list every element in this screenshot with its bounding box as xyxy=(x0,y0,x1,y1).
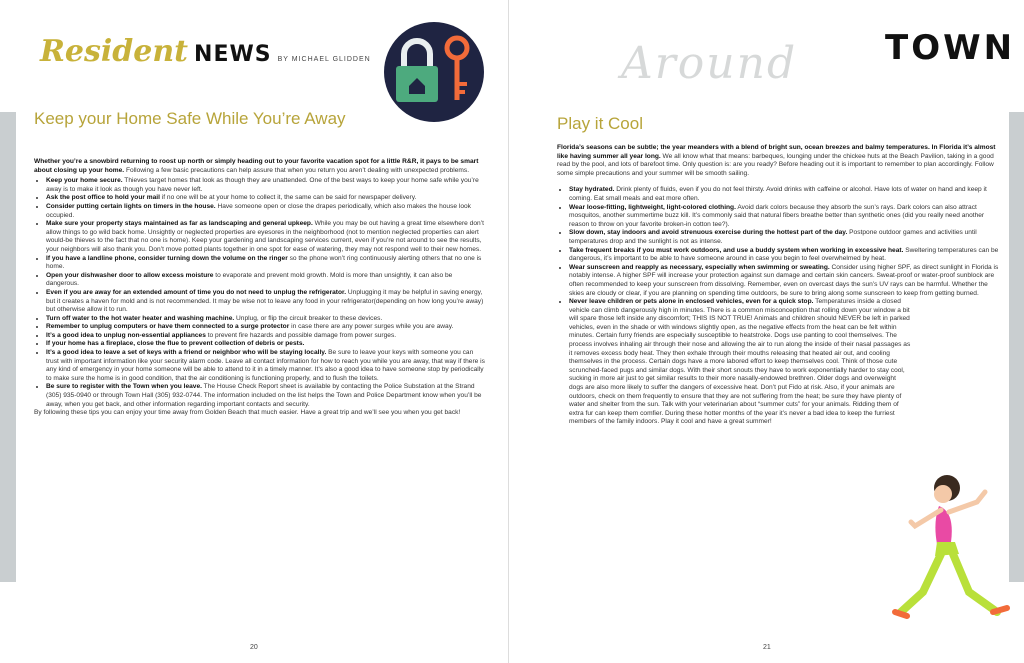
list-item: • Stay hydrated. Drink plenty of fluids, even if you do not feel thirsty. Avoid drinks with caffeine or alcohol. Have lots of water on hand and keep it coming. Eat small meals and eat more often. xyxy=(569,186,1003,203)
list-item: • Take frequent breaks if you must work outdoors, and use a buddy system when working in excessive heat. Sweltering temperatures can be dangerous, it’s important to be able to have someone around in case you begin to feel overwhelmed by heat. xyxy=(569,247,1003,264)
page-number-right: 21 xyxy=(763,644,771,651)
list-item: • Wear loose-fitting, lightweight, light-colored clothing. Avoid dark colors because they absorb the sun’s rays. Dark colors can also attract mosquitos, another summertime buzz kill. It’s commonly said that natural fibers breathe better than synthetic ones (did you really need another reason to throw on your favorite broken-in cotton tee?). xyxy=(569,204,1003,230)
left-intro xyxy=(34,158,486,175)
list-item: • Open your dishwasher door to allow excess moisture to evaporate and prevent mold growth. Mold is more than unsightly, it can also be dangerous. xyxy=(46,272,486,289)
left-tips-list xyxy=(34,177,486,409)
left-intro-rest: Following a few basic precautions can help assure that when you return you aren’t dealing with unexpected problems. xyxy=(124,166,470,174)
list-item: • Slow down, stay indoors and avoid strenuous exercise during the hottest part of the day. Postpone outdoor games and activities until temperatures drop and the sunlight is not as intense. xyxy=(569,229,1003,246)
list-item: • If you have a landline phone, consider turning down the volume on the ringer so the phone won’t ring continuously alerting others that no one is home. xyxy=(46,255,486,272)
right-intro-rest: We all know what that means: barbeques, lounging under the chickee huts at the Beach Pavilion, taking in a good read by the pool, and lots of barefoot time. Only question is: are you ready? Before heading out it is important to remember to plan accordingly. Follow some simple precautions and your summer will be smooth sailing. xyxy=(557,152,994,177)
masthead-news: NEWS xyxy=(194,42,272,67)
list-item: • Remember to unplug computers or have them connected to a surge protector in case there are any power surges while you are away. xyxy=(46,323,486,332)
right-intro-bold: Florida’s seasons can be subtle; the year meanders with a blend of bright sun, ocean breezes and balmy temperatures. In Florida it’s almost like having summer all year long. xyxy=(557,144,996,160)
list-item: • It’s a good idea to leave a set of keys with a friend or neighbor who will be staying locally. Be sure to leave your keys with someone you can trust with important information like your security alarm code. Leave all contact information for how to reach you while you are away, that way if there is any kind of emergency in your home someone will be able to attend to it in a timely manner. It’s also a good idea to have someone stop by periodically to make sure the home is in good condition, that the air conditioning is functioning properly, and to flush the toilets. xyxy=(46,349,486,383)
list-item: • Never leave children or pets alone in enclosed vehicles, even for a quick stop. Temperatures inside a closed vehicle can climb dangerously high in minutes. There is a common misconception that rolling down your window a bit will spare those left inside any discomfort; THIS IS NOT TRUE! Animals and children should NEVER be left in parked vehicles, even in the shade or with windows slightly open, as the negative effects from the heat can be felt within minutes. Certain furry friends are especially susceptible to heatstroke. Dogs use panting to cool themselves. The process involves inhaling air through their nose and allowing the air to run along the inside of their nasal passages as it removes excess body heat. They then exhale through their mouths releasing that heated air out, and cooling themselves in the process. Certain dogs have a more labored effort to keep themselves cool. Think of those cute scrunched-faced pugs and similar dogs. With their short snouts they have to work exponentially harder to stay cool, sucking in more air just to get similar results to their more nasally-endowed brethren. Older dogs and overweight dogs are also more likely to suffer the dangers of excessive heat. Don’t put Fido at risk. Also, if your animals are outdoors, check on them frequently to ensure that they are not suffering from the heat; be sure they have plenty of water and shelter from the sun. Talk with your veterinarian about “summer cuts” for your animals. Ridding them of extra fur can keep them comfier. During these hotter months of the year it’s never a bad idea to keep the furriest members of the family indoors. Play it cool and have a great summer! xyxy=(569,298,1003,427)
running-woman-illustration xyxy=(885,462,1017,652)
padlock-house-icon xyxy=(382,20,486,124)
list-item: • Turn off water to the hot water heater and washing machine. Unplug, or flip the circuit breaker to these devices. xyxy=(46,315,486,324)
left-side-bar xyxy=(0,112,16,582)
list-item: • Make sure your property stays maintained as far as landscaping and general upkeep. While you may be out having a great time elsewhere don’t allow things to go wild back home. Unsightly or neglected properties are eyesores in the neighborhood (not to mention neglected properties can alert would-be thieves to the fact that no one is home). Keep your gardening and landscaping services current, even if you’re not around to see the results, your neighbors will also thank you. Don’t move potted plants together in one spot for ease of watering, they may not respond well to their new homes. xyxy=(46,220,486,254)
list-item: • Ask the post office to hold your mail if no one will be at your home to collect it, the same can be said for newspaper delivery. xyxy=(46,194,486,203)
right-intro xyxy=(557,144,1003,178)
list-item: • Consider putting certain lights on timers in the house. Have someone open or close the drapes periodically, which also makes the house look occupied. xyxy=(46,203,486,220)
list-item: • Keep your home secure. Thieves target homes that look as though they are unattended. One of the best ways to keep your home safe while you’re away is to make it look as though you have never left. xyxy=(46,177,486,194)
left-closing: By following these tips you can enjoy your time away from Golden Beach that much easier. Have a great trip and we’ll see you when you get back! xyxy=(34,409,461,417)
section-header-script: Around xyxy=(621,38,798,89)
list-item: • Be sure to register with the Town when you leave. The House Check Report sheet is available by contacting the Police Substation at the Strand (305) 935-0940 or through Town Hall (305) 932-0744. The information included on the list helps the Town and Police Department know when you’ll be away, when you get back, and other information regarding important contacts and security. xyxy=(46,383,486,409)
left-article-body xyxy=(34,158,486,418)
list-item: • It’s a good idea to unplug non-essential appliances to prevent fire hazards and possible damage from power surges. xyxy=(46,332,486,341)
list-item: • Even if you are away for an extended amount of time you do not need to unplug the refrigerator. Unplugging it may be helpful in saving energy, but it creates a haven for mold and is not recommended. It may be wise not to leave any food in your refrigerator(depending on how long you’re away) but otherwise allow it to run. xyxy=(46,289,486,315)
left-article-title: Keep your Home Safe While You’re Away xyxy=(34,109,346,128)
left-intro-bold: Whether you’re a snowbird returning to roost up north or simply heading out to your favorite vacation spot for a little R&R, it pays to be smart about closing up your home. xyxy=(34,158,479,174)
list-item: • If your home has a fireplace, close the flue to prevent collection of debris or pests. xyxy=(46,340,486,349)
masthead-script: Resident xyxy=(40,34,189,69)
left-page xyxy=(0,0,508,663)
right-article-title: Play it Cool xyxy=(557,114,643,133)
byline: BY MICHAEL GLIDDEN xyxy=(277,56,371,63)
right-article-body xyxy=(557,144,1003,427)
right-tips-list xyxy=(557,186,1003,427)
section-header-town: TOWN xyxy=(885,28,1016,68)
list-item: • Wear sunscreen and reapply as necessary, especially when swimming or sweating. Consider using higher SPF, as direct sunlight in Florida is notably intense. A higher SPF will increase your protection against sun damage and certain skin cancers. Sweat-proof or water-proof sunblock are often recommended to keep your sunscreen from dissolving. Remember, even on overcast days the sun’s UV rays can be harmful. Whether the skies are cloudy or clear, if you are planning on spending time outdoors, be sure to bring along some sunscreen to keep from getting burned. xyxy=(569,264,1003,298)
page-number-left: 20 xyxy=(250,644,258,651)
right-page xyxy=(508,0,1024,663)
masthead xyxy=(40,34,371,69)
